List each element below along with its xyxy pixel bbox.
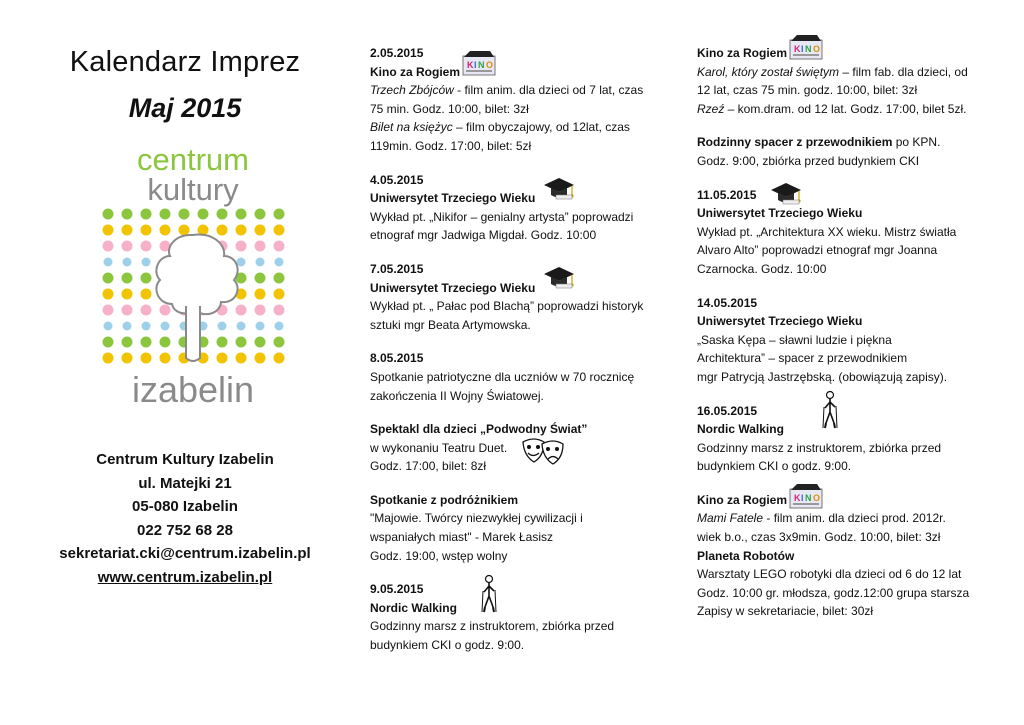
logo-dot: [141, 225, 152, 236]
logo-dot: [103, 289, 114, 300]
event-date: 4.05.2015: [370, 172, 424, 187]
event-8-05-patriotic: [370, 349, 660, 405]
event-line: Godzinny marsz z instruktorem, zbiórka przed: [370, 619, 615, 634]
nordic-walker-icon: [480, 574, 498, 614]
logo-dot: [255, 337, 266, 348]
film-details: - film anim. dla dzieci prod. 2012r.: [763, 511, 946, 526]
logo-dot: [122, 353, 133, 364]
event-kino-karol: [697, 44, 987, 118]
logo-dot: [255, 289, 266, 300]
logo-dot: [122, 273, 133, 284]
event-line: Godz. 10:00 gr. młodsza, godz.12:00 grupa starsza: [697, 585, 970, 600]
logo-dot: [103, 225, 114, 236]
event-title: Kino za Rogiem: [697, 46, 788, 60]
event-line: 119min. Godz. 17:00, bilet: 5zł: [370, 138, 532, 153]
logo-dot: [122, 225, 133, 236]
event-title: Uniwersytet Trzeciego Wieku: [370, 191, 536, 206]
logo-dot: [160, 337, 171, 348]
logo-dot: [122, 337, 133, 348]
film-title: Karol, który został świętym: [697, 64, 840, 79]
logo-dot: [122, 209, 133, 220]
film-details: – film fab. dla dzieci, od: [839, 64, 968, 79]
logo-dot: [217, 225, 228, 236]
event-2-05-kino: [370, 44, 660, 156]
logo-dot: [103, 353, 114, 364]
logo-dot: [255, 241, 266, 252]
graduation-cap-icon: [769, 180, 803, 206]
events-column-right: [697, 44, 987, 636]
logo-dot: [103, 273, 114, 284]
logo-dot: [179, 209, 190, 220]
logo-dot: [123, 322, 132, 331]
event-7-05-utw: [370, 260, 660, 334]
logo-dot: [122, 305, 133, 316]
event-title: Planeta Robotów: [697, 548, 795, 563]
event-date: 14.05.2015: [697, 295, 758, 310]
logo-dot: [141, 337, 152, 348]
film-details: – film obyczajowy, od 12lat, czas: [452, 120, 630, 135]
event-podroznik: [370, 491, 660, 565]
event-title: Uniwersytet Trzeciego Wieku: [697, 314, 863, 329]
centrum-kultury-logo: [100, 148, 286, 410]
event-9-05-nordic: [370, 580, 660, 654]
event-date: 7.05.2015: [370, 261, 424, 276]
logo-dot: [103, 305, 114, 316]
event-16-05-nordic: [697, 402, 987, 476]
event-line: Architektura” – spacer z przewodnikiem: [697, 351, 908, 366]
event-title: Spotkanie z podróżnikiem: [370, 492, 519, 507]
event-date: 11.05.2015: [697, 187, 757, 202]
film-title: Rzeź: [697, 101, 725, 116]
event-title: Rodzinny spacer z przewodnikiem: [697, 135, 893, 150]
event-line: wspaniałych miast" - Marek Łasisz: [370, 530, 553, 545]
logo-dot: [237, 322, 246, 331]
logo-text-centrum: centrum: [137, 148, 249, 177]
logo-dot: [218, 322, 227, 331]
event-line: Godz. 9:00, zbiórka przed budynkiem CKI: [697, 153, 920, 168]
film-details: – kom.dram. od 12 lat. Godz. 17:00, bilet 5zł.: [724, 101, 967, 116]
logo-dot: [236, 225, 247, 236]
logo-dot: [103, 241, 114, 252]
header: [40, 40, 330, 124]
event-line: w wykonaniu Teatru Duet.: [370, 440, 508, 455]
logo-dot: [236, 337, 247, 348]
logo-dot: [122, 241, 133, 252]
event-title-rest: po KPN.: [892, 135, 941, 150]
event-11-05-utw: [697, 186, 987, 279]
contact-email[interactable]: sekretariat.cki@centrum.izabelin.pl: [59, 545, 311, 562]
logo-graphic: [100, 148, 286, 410]
logo-dot: [141, 241, 152, 252]
contact-street: ul. Matejki 21: [138, 474, 232, 492]
logo-dot: [274, 225, 285, 236]
contact-website-link[interactable]: www.centrum.izabelin.pl: [97, 568, 273, 586]
logo-dot: [160, 353, 171, 364]
event-line: "Majowie. Twórcy niezwykłej cywilizacji i: [370, 511, 583, 526]
event-title: Kino za Rogiem: [697, 492, 788, 507]
logo-dot: [141, 273, 152, 284]
logo-dot: [236, 305, 247, 316]
event-title: Nordic Walking: [697, 422, 784, 437]
logo-dot: [198, 209, 209, 220]
event-line: budynkiem CKI o godz. 9:00.: [697, 459, 852, 474]
logo-dot: [160, 225, 171, 236]
logo-dot: [255, 353, 266, 364]
logo-dot: [274, 353, 285, 364]
logo-dot: [274, 289, 285, 300]
logo-dot: [142, 258, 151, 267]
film-title: Bilet na księżyc: [370, 120, 453, 135]
logo-dot: [275, 258, 284, 267]
logo-dot: [104, 322, 113, 331]
events-column-middle: [370, 44, 660, 670]
logo-dot: [141, 289, 152, 300]
event-line: [370, 81, 660, 100]
event-line: [697, 63, 987, 82]
logo-dot: [103, 209, 114, 220]
event-line: 75 min. Godz. 10:00, bilet: 3zł: [370, 101, 529, 116]
event-line: mgr Patrycją Jastrzębską. (obowiązują zapisy).: [697, 369, 948, 384]
event-line: Godz. 19:00, wstęp wolny: [370, 548, 508, 563]
logo-dot: [141, 209, 152, 220]
event-line: budynkiem CKI o godz. 9:00.: [370, 638, 525, 653]
event-line: Wykład pt. „Nikifor – genialny artysta” poprowadzi: [370, 209, 634, 224]
logo-dot: [217, 353, 228, 364]
event-kino-mami: [697, 491, 987, 621]
event-line: [697, 133, 987, 152]
event-line: Spotkanie patriotyczne dla uczniów w 70 rocznicę: [370, 369, 635, 384]
logo-dot: [141, 305, 152, 316]
logo-dot: [255, 225, 266, 236]
event-line: Godz. 17:00, bilet: 8zł: [370, 459, 487, 474]
event-title: Kino za Rogiem: [370, 64, 461, 79]
logo-dot: [274, 273, 285, 284]
logo-dot: [236, 209, 247, 220]
page-subtitle: Maj 2015: [128, 93, 242, 123]
event-date: 2.05.2015: [370, 46, 424, 60]
event-title: Uniwersytet Trzeciego Wieku: [697, 206, 863, 221]
event-title: Nordic Walking: [370, 600, 457, 615]
event-line: zakończenia II Wojny Światowej.: [370, 388, 544, 403]
logo-dot: [236, 241, 247, 252]
event-line: [370, 118, 660, 137]
logo-dot: [275, 322, 284, 331]
logo-dot: [255, 209, 266, 220]
film-details: - film anim. dla dzieci od 7 lat, czas: [453, 83, 644, 98]
logo-dot: [142, 322, 151, 331]
logo-dot: [179, 225, 190, 236]
event-date: 8.05.2015: [370, 351, 424, 366]
logo-dot: [123, 258, 132, 267]
event-date: 16.05.2015: [697, 403, 758, 418]
logo-text-izabelin: izabelin: [131, 369, 255, 410]
logo-dot: [256, 322, 265, 331]
logo-dot: [161, 322, 170, 331]
logo-dot: [255, 305, 266, 316]
event-14-05-utw: [697, 294, 987, 387]
film-title: Mami Fatele: [697, 511, 764, 526]
logo-dot: [236, 353, 247, 364]
page-title: Kalendarz Imprez: [69, 46, 301, 78]
film-title: Trzech Zbójców: [370, 83, 454, 98]
logo-dot: [141, 353, 152, 364]
kino-icon: [789, 34, 823, 60]
contact-city: 05-080 Izabelin: [132, 498, 238, 515]
logo-dot: [122, 289, 133, 300]
event-line: Godzinny marsz z instruktorem, zbiórka przed: [697, 440, 942, 455]
logo-dot: [274, 241, 285, 252]
logo-dot: [103, 337, 114, 348]
contact-name: Centrum Kultury Izabelin: [96, 451, 274, 468]
logo-dot: [217, 337, 228, 348]
event-line: Wykład pt. „Architektura XX wieku. Mistrz światła: [697, 224, 957, 239]
logo-text-kultury: kultury: [147, 172, 239, 207]
event-spektakl: [370, 420, 660, 476]
event-date: 9.05.2015: [370, 582, 424, 597]
event-title: Spektakl dla dzieci „Podwodny Świat”: [370, 422, 588, 437]
event-line: Czarnocka. Godz. 10:00: [697, 261, 827, 276]
logo-dot: [274, 337, 285, 348]
nordic-walker-icon: [821, 390, 839, 430]
event-line: [697, 509, 987, 528]
graduation-cap-icon: [542, 264, 576, 290]
contact-block: [40, 448, 330, 589]
event-line: Alvaro Alto” poprowadzi etnograf mgr Joanna: [697, 243, 938, 258]
logo-dot: [255, 273, 266, 284]
event-line: „Saska Kępa – sławni ludzie i piękna: [697, 332, 892, 347]
kino-icon: [462, 50, 496, 76]
event-spacer-kpn: [697, 133, 987, 170]
theatre-masks-icon: [520, 436, 566, 466]
logo-dot: [256, 258, 265, 267]
event-line: etnograf mgr Jadwiga Migdał. Godz. 10:00: [370, 228, 597, 243]
event-line: 12 lat, czas 75 min. godz. 10:00, bilet: 3zł: [697, 83, 918, 98]
logo-dot: [274, 209, 285, 220]
kino-icon: [789, 483, 823, 509]
logo-dot: [160, 305, 171, 316]
contact-phone: 022 752 68 28: [137, 521, 233, 539]
event-line: Zapisy w sekretariacie, bilet: 30zł: [697, 604, 874, 619]
logo-dot: [274, 305, 285, 316]
event-line: Warsztaty LEGO robotyki dla dzieci od 6 do 12 lat: [697, 567, 962, 582]
event-title: Uniwersytet Trzeciego Wieku: [370, 280, 536, 295]
event-line: [697, 100, 987, 119]
event-line: sztuki mgr Beata Artymowska.: [370, 317, 531, 332]
graduation-cap-icon: [542, 175, 576, 201]
event-line: Wykład pt. „ Pałac pod Blachą” poprowadzi historyk: [370, 299, 644, 314]
logo-dot: [104, 258, 113, 267]
event-line: wiek b.o., czas 3x9min. Godz. 10:00, bilet: 3zł: [697, 530, 941, 545]
logo-dot: [160, 209, 171, 220]
event-4-05-utw: [370, 171, 660, 245]
logo-dot: [217, 209, 228, 220]
